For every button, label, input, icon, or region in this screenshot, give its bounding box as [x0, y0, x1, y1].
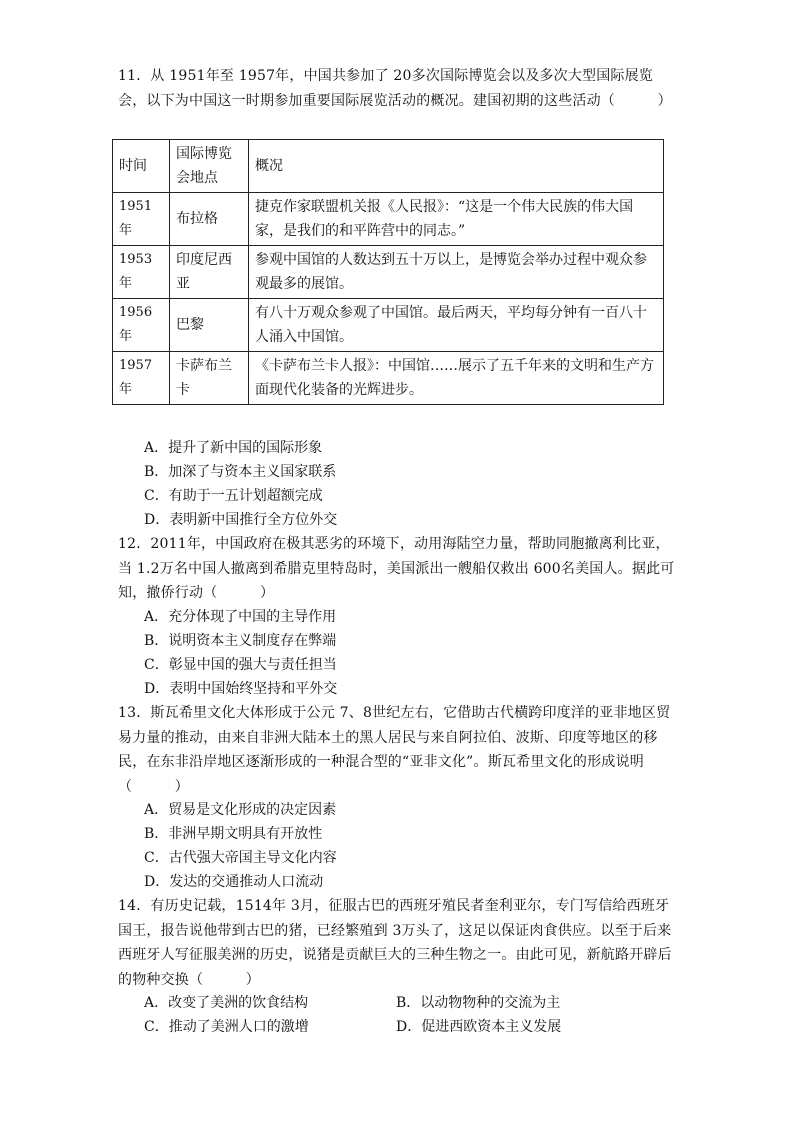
table-cell-year: 1956年 [113, 299, 170, 352]
table-cell-place: 卡萨布兰卡 [170, 352, 249, 405]
q11-option-b[interactable]: B．加深了与资本主义国家联系 [144, 464, 337, 480]
q13-option-b[interactable]: B．非洲早期文明具有开放性 [144, 826, 323, 842]
q14-option-b[interactable]: B．以动物物种的交流为主 [396, 995, 561, 1011]
q13-option-d[interactable]: D．发达的交通推动人口流动 [144, 874, 324, 890]
table-row [113, 246, 664, 299]
question-14-stem: 14．有历史记载，1514年 3月，征服古巴的西班牙殖民者奎利亚尔，专门写信给西班牙国王，报告说他带到古巴的猪，已经繁殖到 3万头了，这足以保证肉食供应。以至于后来西班牙人写征服美洲的历史，说猪是贡献巨大的三种生物之一。由此可见，新航路开辟后的物种交换（ ） [118, 898, 672, 988]
table-cell-year: 1957年 [113, 352, 170, 405]
q13-option-a[interactable]: A．贸易是文化形成的决定因素 [144, 802, 337, 818]
q12-option-a[interactable]: A．充分体现了中国的主导作用 [144, 609, 337, 625]
q14-option-d[interactable]: D．促进西欧资本主义发展 [396, 1019, 562, 1035]
q11-option-a[interactable]: A．提升了新中国的国际形象 [144, 440, 323, 456]
question-11-stem: 11．从 1951年至 1957年，中国共参加了 20多次国际博览会以及多次大型国际展览会，以下为中国这一时期参加重要国际展览活动的概况。建国初期的这些活动（ ） [118, 68, 672, 109]
exhibition-table [112, 139, 664, 405]
table-cell-summary: 捷克作家联盟机关报《人民报》：“这是一个伟大民族的伟大国家，是我们的和平阵营中的同志。” [249, 193, 664, 246]
q11-option-c[interactable]: C．有助于一五计划超额完成 [144, 488, 323, 504]
table-cell-summary: 有八十万观众参观了中国馆。最后两天，平均每分钟有一百八十人涌入中国馆。 [249, 299, 664, 352]
q14-option-a[interactable]: A．改变了美洲的饮食结构 [144, 995, 309, 1011]
table-cell-summary: 《卡萨布兰卡人报》：中国馆……展示了五千年来的文明和生产方面现代化装备的光辉进步。 [249, 352, 664, 405]
table-cell-place: 巴黎 [170, 299, 249, 352]
table-header-cell: 时间 [113, 140, 170, 193]
q14-option-c[interactable]: C．推动了美洲人口的激增 [144, 1019, 309, 1035]
table-header-cell: 概况 [249, 140, 664, 193]
q12-option-d[interactable]: D．表明中国始终坚持和平外交 [144, 681, 338, 697]
table-cell-place: 印度尼西亚 [170, 246, 249, 299]
q13-option-c[interactable]: C．古代强大帝国主导文化内容 [144, 850, 337, 866]
table-row [113, 193, 664, 246]
question-12-stem: 12．2011年，中国政府在极其恶劣的环境下，动用海陆空力量，帮助同胞撤离利比亚，当 1.2万名中国人撤离到希腊克里特岛时，美国派出一艘船仅救出 600名美国人。据此可知，撤侨行动（ ） [118, 536, 675, 601]
table-row [113, 299, 664, 352]
q12-option-c[interactable]: C．彰显中国的强大与责任担当 [144, 657, 337, 673]
table-header-cell: 国际博览会地点 [170, 140, 249, 193]
question-13-stem: 13．斯瓦希里文化大体形成于公元 7、8世纪左右，它借助古代横跨印度洋的亚非地区贸易力量的推动，由来自非洲大陆本土的黑人居民与来自阿拉伯、波斯、印度等地区的移民，在东非沿岸地区逐渐形成的一种混合型的“亚非文化”。斯瓦希里文化的形成说明（ ） [118, 705, 671, 795]
table-cell-place: 布拉格 [170, 193, 249, 246]
table-row [113, 352, 664, 405]
table-cell-summary: 参观中国馆的人数达到五十万以上，是博览会举办过程中观众参观最多的展馆。 [249, 246, 664, 299]
q12-option-b[interactable]: B．说明资本主义制度存在弊端 [144, 633, 337, 649]
table-cell-year: 1951年 [113, 193, 170, 246]
q11-option-d[interactable]: D．表明新中国推行全方位外交 [144, 512, 338, 528]
table-header-row [113, 140, 664, 193]
table-cell-year: 1953年 [113, 246, 170, 299]
